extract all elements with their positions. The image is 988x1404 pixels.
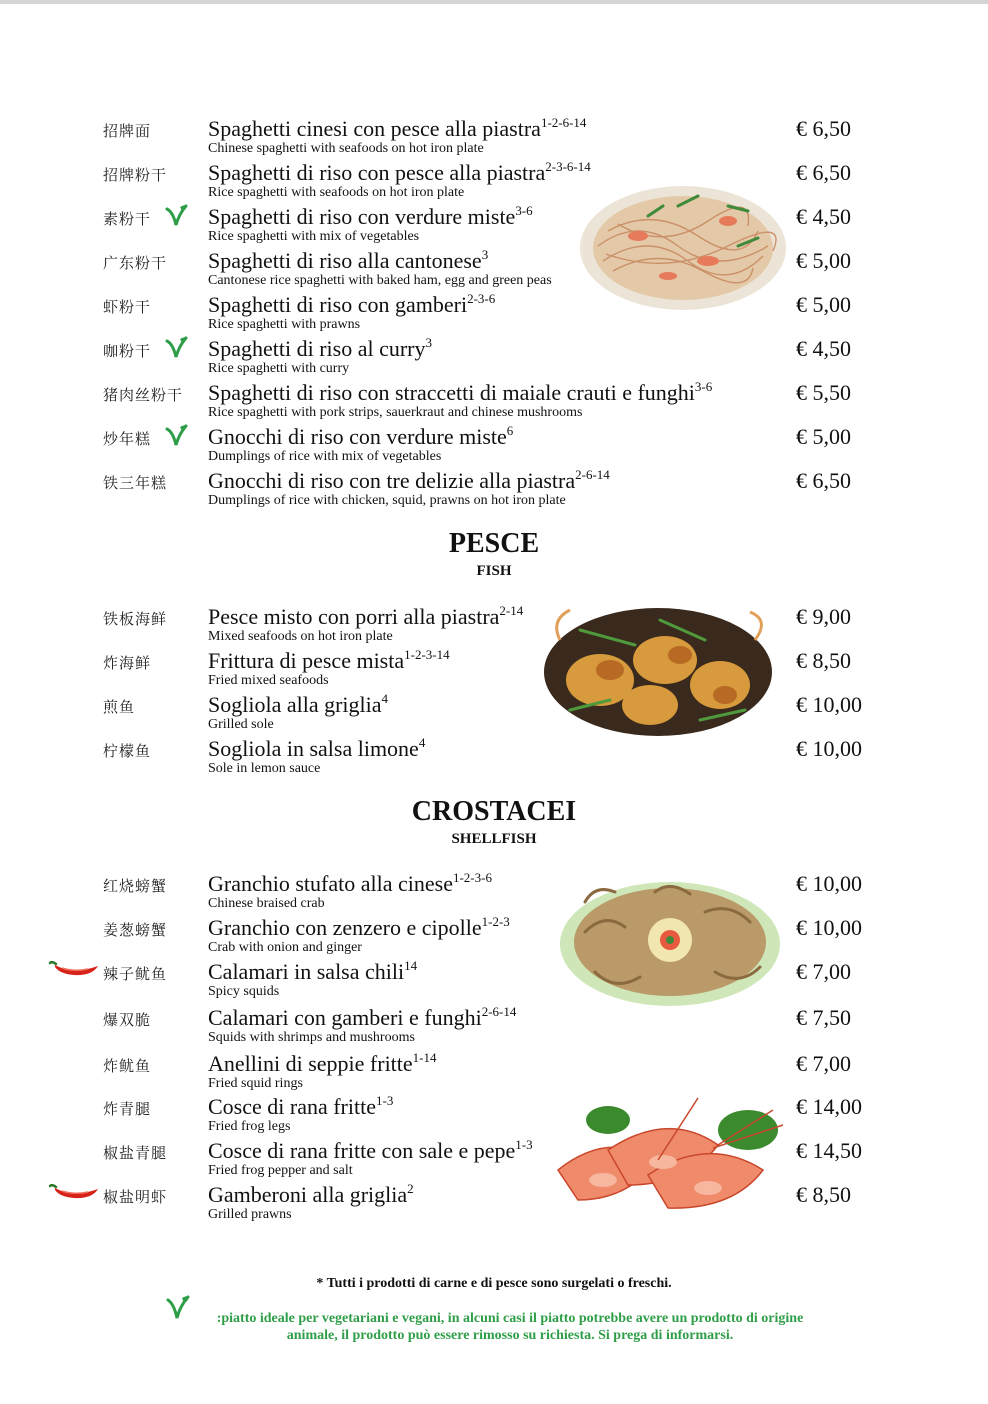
dish-price: € 6,50 [796,468,851,493]
allergen-codes: 2-6-14 [481,1004,517,1019]
menu-item [0,380,988,424]
dish-price: € 5,00 [796,292,851,317]
dish-italian-text: Calamari in salsa chili [208,959,405,984]
dish-italian-name [208,915,510,941]
dish-chinese-name: 铁板海鲜 [103,610,168,628]
dish-chinese-name: 椒盐青腿 [103,1144,168,1162]
dish-italian-text: Gamberoni alla griglia [208,1182,408,1207]
dish-italian-text: Calamari con gamberi e funghi [208,1005,482,1030]
dish-italian-text: Granchio stufato alla cinese [208,871,453,896]
menu-item [0,424,988,468]
section-subtitle-shellfish: SHELLFISH [451,831,537,847]
dish-english-description: Fried frog legs [208,1119,291,1134]
dish-italian-name [208,292,495,318]
dish-price: € 7,00 [796,959,851,984]
dish-chinese-name: 铁三年糕 [103,474,168,492]
allergen-codes: 3 [425,335,433,350]
dish-price: € 8,50 [796,648,851,673]
allergen-codes: 2 [407,1181,414,1196]
allergen-codes: 2-3-6-14 [545,159,591,174]
chili-pepper-icon [48,959,100,979]
allergen-codes: 6 [506,423,514,438]
dish-italian-name [208,116,586,142]
dish-chinese-name: 招牌面 [103,122,152,140]
dish-english-description: Squids with shrimps and mushrooms [208,1030,415,1045]
vegetarian-leaf-icon [164,1294,190,1322]
dish-english-description: Crab with onion and ginger [208,940,362,955]
menu-item [0,959,988,1003]
dish-chinese-name: 猪肉丝粉干 [103,386,184,404]
menu-item [0,1051,988,1095]
dish-italian-name [208,648,450,674]
dish-italian-text: Cosce di rana fritte con sale e pepe [208,1138,516,1163]
dish-price: € 6,50 [796,116,851,141]
dish-chinese-name: 炒年糕 [103,430,152,448]
dish-price: € 10,00 [796,871,862,896]
dish-chinese-name: 虾粉干 [103,298,152,316]
dish-price: € 4,50 [796,204,851,229]
allergen-codes: 1-2-3-14 [404,647,450,662]
menu-item [0,736,988,780]
menu-item [0,248,988,292]
dish-italian-name [208,380,712,406]
dish-italian-text: Pesce misto con porri alla piastra [208,604,500,629]
dish-english-description: Rice spaghetti with mix of vegetables [208,229,420,244]
menu-item [0,160,988,204]
dish-italian-text: Spaghetti di riso con pesce alla piastra [208,160,546,185]
menu-item [0,468,988,512]
dish-chinese-name: 素粉干 [103,210,152,228]
vegetarian-leaf-icon [164,335,188,361]
allergen-codes: 14 [404,958,418,973]
menu-item [0,116,988,160]
dish-italian-name [208,1051,437,1077]
dish-italian-text: Cosce di rana fritte [208,1094,376,1119]
allergen-codes: 2-6-14 [575,467,610,482]
dish-italian-name [208,204,533,230]
section-subtitle-fish: FISH [476,563,512,579]
dish-english-description: Rice spaghetti with pork strips, sauerkraut and chinese mushrooms [208,405,583,420]
dish-italian-name [208,248,488,274]
dish-italian-name [208,1005,516,1031]
dish-price: € 14,50 [796,1138,862,1163]
dish-chinese-name: 煎鱼 [103,698,136,716]
dish-chinese-name: 炸鱿鱼 [103,1057,152,1075]
dish-italian-name [208,959,417,985]
dish-chinese-name: 姜葱螃蟹 [103,921,168,939]
dish-italian-name [208,1094,393,1120]
dish-price: € 8,50 [796,1182,851,1207]
dish-italian-text: Spaghetti cinesi con pesce alla piastra [208,116,541,141]
menu-item [0,1138,988,1182]
dish-chinese-name: 椒盐明虾 [103,1188,168,1206]
dish-italian-text: Granchio con zenzero e cipolle [208,915,482,940]
dish-italian-text: Spaghetti di riso alla cantonese [208,248,482,273]
allergen-codes: 2-14 [499,603,524,618]
menu-item [0,336,988,380]
footer-note: * Tutti i prodotti di carne e di pesce sono surgelati o freschi. [316,1276,672,1291]
dish-italian-name [208,604,523,630]
dish-price: € 9,00 [796,604,851,629]
menu-item [0,1005,988,1049]
dish-italian-name [208,692,388,718]
menu-item [0,915,988,959]
dish-italian-name [208,424,513,450]
dish-italian-name [208,1182,414,1208]
dish-english-description: Rice spaghetti with curry [208,361,350,376]
dish-italian-text: Spaghetti di riso con verdure miste [208,204,516,229]
allergen-codes: 2-3-6 [467,291,496,306]
vegetarian-leaf-icon [164,203,188,229]
dish-english-description: Mixed seafoods on hot iron plate [208,629,393,644]
dish-chinese-name: 炸海鲜 [103,654,152,672]
seafood-photo [540,600,776,740]
dish-italian-text: Anellini di seppie fritte [208,1051,413,1076]
dish-italian-name [208,736,425,762]
dish-italian-text: Gnocchi di riso con verdure miste [208,424,507,449]
dish-italian-text: Gnocchi di riso con tre delizie alla piastra [208,468,576,493]
menu-item [0,692,988,736]
dish-english-description: Sole in lemon sauce [208,761,321,776]
dish-english-description: Dumplings of rice with mix of vegetables [208,449,442,464]
allergen-codes: 4 [418,735,426,750]
dish-english-description: Grilled prawns [208,1207,292,1222]
dish-english-description: Cantonese rice spaghetti with baked ham, egg and green peas [208,273,552,288]
menu-item [0,292,988,336]
dish-english-description: Rice spaghetti with seafoods on hot iron plate [208,185,465,200]
dish-price: € 4,50 [796,336,851,361]
dish-price: € 10,00 [796,915,862,940]
dish-english-description: Chinese spaghetti with seafoods on hot iron plate [208,141,484,156]
dish-price: € 7,50 [796,1005,851,1030]
section-title-crostacei: CROSTACEI [411,796,577,827]
dish-price: € 5,00 [796,424,851,449]
dish-english-description: Fried squid rings [208,1076,303,1091]
noodles-photo [578,176,788,316]
allergen-codes: 4 [381,691,389,706]
dish-chinese-name: 柠檬鱼 [103,742,152,760]
allergen-codes: 3-6 [515,203,533,218]
dish-italian-text: Frittura di pesce mista [208,648,405,673]
allergen-codes: 1-3 [515,1137,533,1152]
dish-chinese-name: 炸青腿 [103,1100,152,1118]
dish-price: € 14,00 [796,1094,862,1119]
chili-pepper-icon [48,1182,100,1202]
dish-chinese-name: 红烧螃蟹 [103,877,168,895]
squid-photo [555,872,785,1012]
dish-chinese-name: 辣子鱿鱼 [103,965,168,983]
dish-price: € 7,00 [796,1051,851,1076]
dish-price: € 6,50 [796,160,851,185]
dish-price: € 10,00 [796,736,862,761]
dish-english-description: Rice spaghetti with prawns [208,317,361,332]
dish-english-description: Fried frog pepper and salt [208,1163,353,1178]
dish-italian-text: Spaghetti di riso con gamberi [208,292,468,317]
vegetarian-legend: :piatto ideale per vegetariani e vegani, in alcuni casi il piatto potrebbe avere un prodotto di origine animale, il prodotto può essere rimosso su richiesta. Si prega di informarsi. [216,1311,804,1343]
dish-italian-text: Sogliola alla griglia [208,692,382,717]
menu-item [0,1182,988,1226]
dish-price: € 5,00 [796,248,851,273]
dish-italian-text: Spaghetti di riso con straccetti di maiale crauti e funghi [208,380,695,405]
dish-chinese-name: 爆双脆 [103,1011,152,1029]
dish-english-description: Spicy squids [208,984,280,999]
dish-english-description: Chinese braised crab [208,896,325,911]
prawns-photo [548,1090,788,1218]
allergen-codes: 3-6 [694,379,713,394]
menu-item [0,204,988,248]
dish-chinese-name: 广东粉干 [103,254,168,272]
menu-item [0,604,988,648]
allergen-codes: 1-2-6-14 [540,115,587,130]
dish-price: € 5,50 [796,380,851,405]
dish-italian-name [208,871,492,897]
dish-english-description: Fried mixed seafoods [208,673,329,688]
allergen-codes: 1-2-3 [481,914,510,929]
section-title-pesce: PESCE [448,528,540,559]
dish-price: € 10,00 [796,692,862,717]
dish-chinese-name: 咖粉干 [103,342,152,360]
dish-italian-name [208,1138,533,1164]
menu-item [0,871,988,915]
dish-english-description: Grilled sole [208,717,274,732]
dish-italian-name [208,160,591,186]
allergen-codes: 1-3 [376,1093,394,1108]
allergen-codes: 1-2-3-6 [452,870,492,885]
allergen-codes: 3 [481,247,489,262]
dish-italian-text: Spaghetti di riso al curry [208,336,426,361]
top-border [0,0,988,4]
dish-chinese-name: 招牌粉干 [103,166,168,184]
menu-item [0,648,988,692]
menu-item [0,1094,988,1138]
vegetarian-leaf-icon [164,423,188,449]
dish-italian-name [208,468,610,494]
dish-italian-text: Sogliola in salsa limone [208,736,419,761]
dish-english-description: Dumplings of rice with chicken, squid, prawns on hot iron plate [208,493,566,508]
allergen-codes: 1-14 [412,1050,437,1065]
dish-italian-name [208,336,432,362]
